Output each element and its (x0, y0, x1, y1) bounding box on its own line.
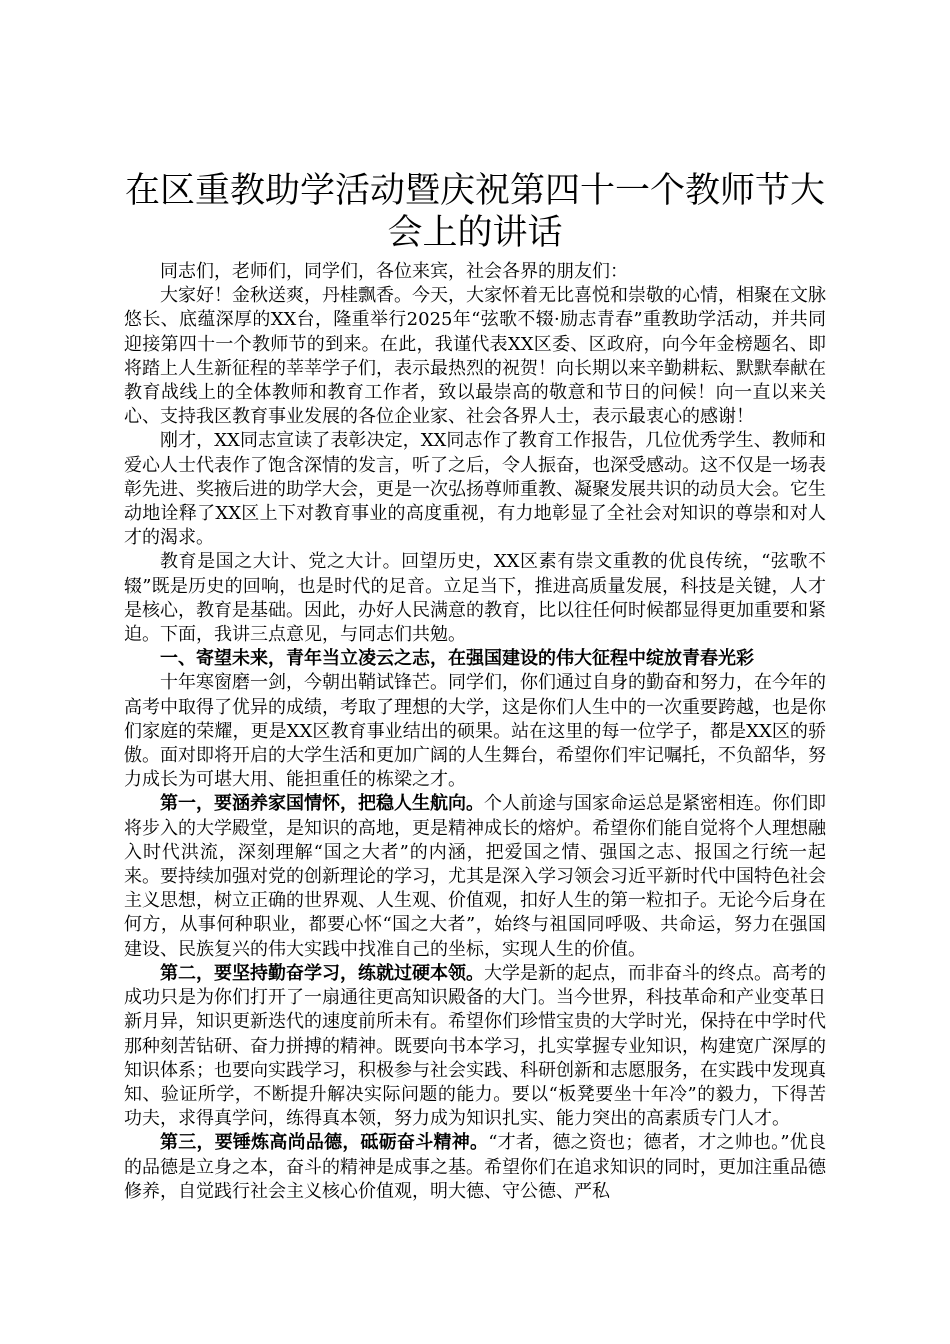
point-1-text: 个人前途与国家命运总是紧密相连。你们即将步入的大学殿堂，是知识的高地，更是精神成长的熔炉。希望你们能自觉将个人理想融入时代洪流，深刻理解“国之大者”的内涵，把爱国之情、强国之志、报国之行统一起来。要持续加强对党的创新理论的学习，尤其是深入学习领会习近平新时代中国特色社会主义思想，树立正确的世界观、人生观、价值观，扣好人生的第一粒扣子。无论今后身在何方，从事何种职业，都要心怀“国之大者”，始终与祖国同呼吸、共命运，努力在强国建设、民族复兴的伟大实践中找准自己的坐标，实现人生的价值。 (124, 793, 826, 960)
document-page (124, 170, 826, 1204)
document-title: 在区重教助学活动暨庆祝第四十一个教师节大会上的讲话 (124, 171, 825, 253)
document-body (124, 260, 826, 1204)
paragraph-4: 十年寒窗磨一剑，今朝出鞘试锋芒。同学们，你们通过自身的勤奋和努力，在今年的高考中取得了优异的成绩，考取了理想的大学，这是你们人生中的一次重要跨越，也是你们家庭的荣耀，更是XX区教育事业结出的硕果。站在这里的每一位学子，都是XX区的骄傲。面对即将开启的大学生活和更加广阔的人生舞台，希望你们牢记嘱托，不负韶华，努力成长为可堪大用、能担重任的栋梁之才。 (124, 672, 826, 791)
section-heading-1: 一、寄望未来，青年当立凌云之志，在强国建设的伟大征程中绽放青春光彩 (160, 648, 754, 670)
point-1-paragraph (124, 792, 826, 961)
point-3-paragraph (124, 1131, 826, 1204)
point-2-text: 大学是新的起点，而非奋斗的终点。高考的成功只是为你们打开了一扇通往更高知识殿备的大门。当今世界，科技革命和产业变革日新月异，知识更新迭代的速度前所未有。希望你们珍惜宝贵的大学时光，保持在中学时代那种刻苦钻研、奋力拼搏的精神。既要向书本学习，扎实掌握专业知识，构建宽广深厚的知识体系；也要向实践学习，积极参与社会实践、科研创新和志愿服务，在实践中发现真知、验证所学，不断提升解决实际问题的能力。要以“板凳要坐十年冷”的毅力，下得苦功夫，求得真学问，练得真本领，努力成为知识扎实、能力突出的高素质专门人才。 (124, 962, 826, 1130)
point-3-text: “才者，德之资也；德者，才之帅也。”优良的品德是立身之本，奋斗的精神是成事之基。希望你们在追求知识的同时，更加注重品德修养，自觉践行社会主义核心价值观，明大德、守公德、严私 (124, 1132, 827, 1202)
point-2-paragraph (124, 962, 826, 1131)
point-2-lead: 第二，要坚持勤奋学习，练就过硬本领。 (160, 962, 484, 984)
paragraph-3: 教育是国之大计、党之大计。回望历史，XX区素有崇文重教的优良传统，“弦歌不辍”既是历史的回响，也是时代的足音。立足当下，推进高质量发展，科技是关键，人才是核心，教育是基础。因此，办好人民满意的教育，比以往任何时候都显得更加重要和紧迫。下面，我讲三点意见，与同志们共勉。 (124, 551, 826, 646)
paragraph-1: 大家好！金秋送爽，丹桂飘香。今天，大家怀着无比喜悦和崇敬的心情，相聚在文脉悠长、底蕴深厚的XX台，隆重举行2025年“弦歌不辍·励志青春”重教助学活动，并共同迎接第四十一个教师节的到来。在此，我谨代表XX区委、区政府，向今年金榜题名、即将踏上人生新征程的莘莘学子们，表示最热烈的祝贺！向长期以来辛勤耕耘、默默奉献在教育战线上的全体教师和教育工作者，致以最崇高的敬意和节日的问候！向一直以来关心、支持我区教育事业发展的各位企业家、社会各界人士，表示最衷心的感谢！ (124, 285, 826, 428)
paragraph-2: 刚才，XX同志宣读了表彰决定，XX同志作了教育工作报告，几位优秀学生、教师和爱心人士代表作了饱含深情的发言，听了之后，令人振奋，也深受感动。这不仅是一场表彰先进、奖掖后进的助学大会，更是一次弘扬尊师重教、凝聚发展共识的动员大会。它生动地诠释了XX区上下对教育事业的高度重视，有力地彰显了全社会对知识的尊崇和对人才的渴求。 (124, 430, 826, 549)
point-3-lead: 第三，要锤炼高尚品德，砥砺奋斗精神。 (160, 1132, 489, 1154)
salutation: 同志们，老师们，同学们，各位来宾，社会各界的朋友们： (160, 261, 628, 282)
point-1-lead: 第一，要涵养家国情怀，把稳人生航向。 (160, 793, 484, 815)
